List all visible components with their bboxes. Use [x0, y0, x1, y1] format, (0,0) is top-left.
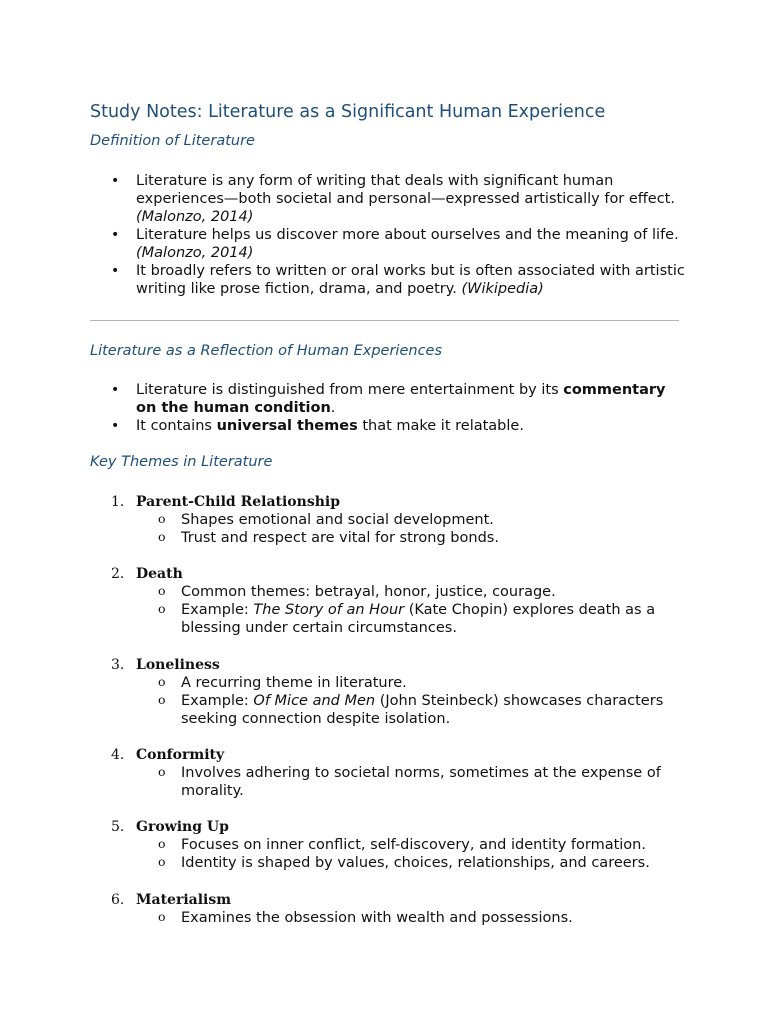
citation: (Malonzo, 2014) [136, 245, 254, 261]
theme-number: 6. [111, 892, 125, 908]
theme-subpoints [90, 836, 690, 872]
theme-item [90, 565, 690, 637]
theme-item [90, 656, 690, 728]
theme-title: Growing Up [136, 819, 229, 835]
emphasis: universal themes [216, 418, 358, 434]
sub-item-text: Common themes: betrayal, honor, justice, courage. [181, 584, 556, 600]
theme-title: Parent-Child Relationship [136, 494, 340, 510]
sub-item-text: A recurring theme in literature. [181, 675, 407, 691]
theme-title: Conformity [136, 747, 225, 763]
sub-item [90, 601, 690, 637]
theme-title: Loneliness [136, 657, 220, 673]
theme-title: Materialism [136, 892, 232, 908]
work-title: Of Mice and Men [253, 693, 376, 709]
sub-item-text: (Kate Chopin) explores death as a blessing under certain circumstances. [181, 602, 656, 636]
item-text: . [330, 400, 336, 416]
sub-item-text: Example: [181, 602, 254, 618]
item-text: Literature helps us discover more about ourselves and the meaning of life. [136, 227, 679, 243]
definition-heading: Definition of Literature [90, 133, 255, 149]
sub-item [90, 529, 690, 547]
page-title: Study Notes: Literature as a Significant Human Experience [90, 102, 606, 122]
theme-item [90, 493, 690, 547]
sub-item [90, 854, 690, 872]
work-title: The Story of an Hour [253, 602, 405, 618]
reflection-list [90, 381, 690, 435]
sub-item-text: Trust and respect are vital for strong bonds. [181, 530, 499, 546]
theme-number: 1. [111, 494, 125, 510]
theme-number: 3. [111, 657, 125, 673]
sub-item [90, 583, 690, 601]
themes-heading: Key Themes in Literature [90, 454, 273, 470]
emphasis: commentary on the human condition [136, 382, 666, 416]
theme-title: Death [136, 566, 183, 582]
theme-subpoints [90, 909, 690, 927]
sub-item [90, 764, 690, 800]
definition-list [90, 172, 690, 298]
theme-number: 2. [111, 566, 125, 582]
list-item [90, 417, 690, 435]
sub-item [90, 674, 690, 692]
item-text: Literature is any form of writing that deals with significant human experiences—both societal and personal—expressed artistically for effect. [136, 173, 675, 207]
sub-item [90, 511, 690, 529]
sub-item-text: (John Steinbeck) showcases characters seeking connection despite isolation. [181, 693, 664, 727]
horizontal-divider [90, 320, 679, 321]
sub-item-text: Identity is shaped by values, choices, relationships, and careers. [181, 855, 650, 871]
sub-item [90, 909, 690, 927]
theme-number: 5. [111, 819, 125, 835]
sub-item [90, 836, 690, 854]
sub-item-text: Involves adhering to societal norms, sometimes at the expense of morality. [181, 765, 661, 799]
citation: (Malonzo, 2014) [136, 209, 254, 225]
theme-item [90, 746, 690, 800]
theme-item [90, 891, 690, 927]
item-text: It contains [136, 418, 217, 434]
theme-subpoints [90, 674, 690, 728]
sub-item [90, 692, 690, 728]
theme-subpoints [90, 511, 690, 547]
item-text: Literature is distinguished from mere entertainment by its [136, 382, 564, 398]
theme-number: 4. [111, 747, 125, 763]
sub-item-text: Shapes emotional and social development. [181, 512, 494, 528]
sub-item-text: Examines the obsession with wealth and possessions. [181, 910, 573, 926]
list-item [90, 381, 690, 417]
sub-item-text: Focuses on inner conflict, self-discovery, and identity formation. [181, 837, 646, 853]
theme-item [90, 818, 690, 872]
theme-subpoints [90, 583, 690, 637]
citation: (Wikipedia) [461, 281, 544, 297]
list-item [90, 172, 690, 226]
item-text: that make it relatable. [357, 418, 524, 434]
list-item [90, 262, 690, 298]
item-text: It broadly refers to written or oral works but is often associated with artistic writing like prose fiction, drama, and poetry. [136, 263, 685, 297]
list-item [90, 226, 690, 262]
theme-subpoints [90, 764, 690, 800]
reflection-heading: Literature as a Reflection of Human Experiences [90, 343, 443, 359]
sub-item-text: Example: [181, 693, 254, 709]
